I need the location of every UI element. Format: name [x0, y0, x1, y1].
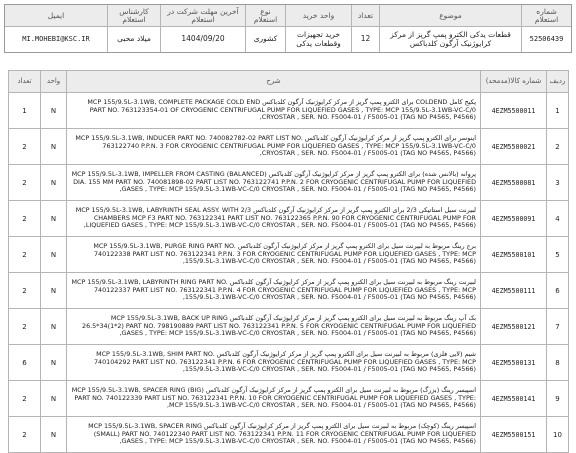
row-description: اسپیسر رینگ (کوچک) مربوط به لبیرنت سیل برای الکترو پمپ گریز از مرکز کرایوژنیک آرگون کلدباکس MCP 155/9.5L-3.1WB, SPACER RING (SMALL) PART NO. 740122340 PART LIST NO. 763122341 P.P.N. 11 FOR CRYOGENIC CENTRIFUGAL PUMP FOR LIQUEFIED GASES , TYPE: MCP 155/9.5L-3.1WB-VC-C/0 CRYOSTAR , SER. NO. F5004-01 / F5005-01 (TAG NO P4565, P4566), — [67, 417, 481, 453]
row-index: 2 — [547, 129, 569, 165]
table-row — [9, 237, 569, 273]
col-header-index: ردیف — [547, 71, 569, 93]
table-row — [9, 201, 569, 237]
header-email-column — [5, 5, 107, 52]
header-number-value: 52506439 — [529, 35, 564, 44]
row-unit: N — [41, 417, 67, 453]
table-row — [9, 273, 569, 309]
col-header-code: شماره کالا(مدمحد) — [481, 71, 547, 93]
row-quantity: 2 — [9, 201, 41, 237]
row-quantity: 2 — [9, 237, 41, 273]
row-description: اسپیسر رینگ (بزرگ) مربوط به لبیرنت سیل برای الکترو پمپ گریز از مرکز کرایوژنیک آرگون کلدباکس MCP 155/9.5L-3.1WB, SPACER RING (BIG) PART NO. 740122339 PART LIST NO. 763122341 P.P.N. 10 FOR CRYOGENIC CENTRIFUGAL PUMP FOR LIQUEFIED GASES , TYPE: MCP 155/9.5L-3.1WB-VC-C/0 CRYOSTAR , SER. NO. F5004-01 / F5005-01 (TAG NO P4565, P4566), — [67, 381, 481, 417]
row-quantity: 2 — [9, 309, 41, 345]
row-item-code: 4EZM5500081 — [481, 165, 547, 201]
header-count-column — [351, 5, 379, 52]
row-index: 6 — [547, 273, 569, 309]
row-index: 3 — [547, 165, 569, 201]
header-deadline-column — [160, 5, 245, 52]
row-item-code: 4EZM5500121 — [481, 309, 547, 345]
header-type-column — [245, 5, 285, 52]
inquiry-header — [4, 4, 572, 53]
table-row — [9, 129, 569, 165]
row-description: شیم (لایی فلزی) مربوط به لبیرنت سیل برای الکترو پمپ گریز از مرکز کرایوژنیک آرگون کلدباکس MCP 155/9.5L-3.1WB, SHIM PART NO. 740104292 PART LIST NO. 763122341 P.P.N. 6 FOR CRYOGENIC CENTRIFUGAL PUMP FOR LIQUEFIED GASES , TYPE: MCP 155/9.5L-3.1WB-VC-C/0 CRYOSTAR , SER. NO. F5004-01 / F5005-01 (TAG NO P4565, P4566), — [67, 345, 481, 381]
row-unit: N — [41, 129, 67, 165]
header-number-column — [521, 5, 571, 52]
row-unit: N — [41, 201, 67, 237]
col-header-unit: واحد — [41, 71, 67, 93]
table-row — [9, 417, 569, 453]
header-subject-label: موضوع — [380, 5, 521, 27]
col-header-qty: تعداد — [9, 71, 41, 93]
row-index: 8 — [547, 345, 569, 381]
row-quantity: 6 — [9, 345, 41, 381]
row-index: 5 — [547, 237, 569, 273]
col-header-desc: شرح — [67, 71, 481, 93]
header-count-value: 12 — [360, 34, 371, 44]
row-unit: N — [41, 165, 67, 201]
table-row — [9, 165, 569, 201]
header-email-label: ایمیل — [5, 5, 107, 27]
row-quantity: 2 — [9, 129, 41, 165]
table-row — [9, 345, 569, 381]
row-item-code: 4EZM5500021 — [481, 129, 547, 165]
row-unit: N — [41, 381, 67, 417]
row-unit: N — [41, 93, 67, 129]
row-index: 7 — [547, 309, 569, 345]
header-expert-column — [107, 5, 160, 52]
row-description: برج رینگ مربوط به لبیرنت سیل برای الکترو پمپ گریز از مرکز کرایوژنیک آرگون کلدباکس MCP 155/9.5L-3.1WB, PURGE RING PART NO. 740122338 PART LIST NO. 763122341 P.P.N. 3 FOR CRYOGENIC CENTRIFUGAL PUMP FOR LIQUEFIED GASES , TYPE: MCP 155/9.5L-3.1WB-VC-C/0 CRYOSTAR , SER. NO. F5004-01 / F5005-01 (TAG NO P4565, P4566), — [67, 237, 481, 273]
table-row — [9, 93, 569, 129]
items-table — [8, 70, 569, 453]
row-index: 9 — [547, 381, 569, 417]
header-expert-value: میلاد محبی — [117, 34, 151, 44]
row-description: پروانه (بالانس شده) برای الکترو پمپ گریز از مرکز کرایوژنیک آرگون کلدباکس MCP 155/9.5L-3.1WB, IMPELLER FROM CASTING (BALANCED) DIA. 155 MM PART NO. 740081898-02 PART LIST NO. 763122741 P.P.N. 2 FOR CRYOGENIC CENTRIFUGAL PUMP FOR LIQUEFIED GASES , TYPE: MCP 155/9.5L-3.1WB-VC-C/0 CRYOSTAR , SER. NO. F5004-01 / F5005-01 (TAG NO P4565, P4566), — [67, 165, 481, 201]
row-item-code: 4EZM5500011 — [481, 93, 547, 129]
header-unit-label: واحد خرید — [286, 5, 351, 27]
header-subject-column — [379, 5, 521, 52]
row-item-code: 4EZM5500151 — [481, 417, 547, 453]
row-quantity: 2 — [9, 417, 41, 453]
row-quantity: 2 — [9, 381, 41, 417]
table-row — [9, 381, 569, 417]
header-type-label: نوع استعلام — [246, 5, 285, 27]
header-email-value: MI.MOHEBI@KSC.IR — [22, 35, 90, 44]
header-subject-value: قطعات یدکی الکترو پمپ گریز از مرکز کرایوژنیک آرگون کلدباکس — [390, 29, 511, 48]
header-number-label: شماره استعلام — [522, 5, 571, 27]
header-count-label: تعداد — [352, 5, 379, 27]
table-row — [9, 309, 569, 345]
row-item-code: 4EZM5500101 — [481, 237, 547, 273]
header-expert-label: کارشناس استعلام — [108, 5, 160, 27]
row-quantity: 2 — [9, 273, 41, 309]
header-type-value: کشوری — [253, 34, 278, 44]
row-description: لبیرنت رینگ مربوط به لبیرنت سیل برای الکترو پمپ گریز از مرکز کرایوژنیک آرگون کلدباکس MCP 155/9.5L-3.1WB, LABYRINTH RING PART NO. 740122337 PART LIST NO. 763122341 P.P.N. 4 FOR CRYOGENIC CENTRIFUGAL PUMP FOR LIQUEFIED GASES , TYPE: MCP 155/9.5L-3.1WB-VC-C/0 CRYOSTAR , SER. NO. F5004-01 / F5005-01 (TAG NO P4565, P4566), — [67, 273, 481, 309]
header-deadline-value: 1404/09/20 — [181, 34, 225, 44]
row-unit: N — [41, 309, 67, 345]
row-quantity: 1 — [9, 93, 41, 129]
header-deadline-label: آخرین مهلت شرکت در استعلام — [161, 5, 245, 27]
header-unit-column — [285, 5, 351, 52]
row-index: 4 — [547, 201, 569, 237]
row-item-code: 4EZM5500091 — [481, 201, 547, 237]
row-item-code: 4EZM5500131 — [481, 345, 547, 381]
row-index: 1 — [547, 93, 569, 129]
row-description: بک آپ رینگ مربوط به لبیرنت سیل برای الکترو پمپ گریز از مرکز کرایوژنیک آرگون کلدباکس MCP 155/9.5L-3.1WB, BACK UP RING 26.5*34(1*2) PART NO. 798190889 PART LIST NO. 763122341 P.P.N. 5 FOR CRYOGENIC CENTRIFUGAL PUMP FOR LIQUEFIED GASES , TYPE: MCP 155/9.5L-3.1WB-VC-C/0 CRYOSTAR , SER. NO. F5004-01 / F5005-01 (TAG NO P4565, P4566), — [67, 309, 481, 345]
row-description: اینوسر برای الکترو پمپ گریز از مرکز کرایوژنیک آرگون کلدباکس MCP 155/9.5L-3.1WB, INDUCER PART NO. 740082782-02 PART LIST NO. 763122740 P.P.N. 3 FOR CRYOGENIC CENTRIFUGAL PUMP FOR LIQUEFIED GASES , TYPE: MCP 155/9.5L-3.1WB-VC-C/0 CRYOSTAR , SER. NO. F5004-01 / F5005-01 (TAG NO P4565, P4566), — [67, 129, 481, 165]
row-quantity: 2 — [9, 165, 41, 201]
row-description: لبیرنت سیل استاتیکی 2/3 برای الکترو پمپ گریز از مرکز کرایوژنیک آرگون کلدباکس MCP 155/9.5L-3.1WB, LABYRINTH SEAL ASSY. WITH 2/3 CHAMBERS MCP F3 PART NO. 763122341 PART LIST NO. 763122365 P.P.N. 90 FOR CRYOGENIC CENTRIFUGAL PUMP FOR LIQUEFIED GASES , TYPE: MCP 155/9.5L-3.1WB-VC-C/0 CRYOSTAR , SER. NO. F5004-01 / F5005-01 (TAG NO P4565, P4566), — [67, 201, 481, 237]
row-unit: N — [41, 345, 67, 381]
row-index: 10 — [547, 417, 569, 453]
row-description: پکیج کامل COLDEND برای الکترو پمپ گریز از مرکز کرایوژنیک آرگون کلدباکس MCP 155/9.5L-3.1WB, COMPLETE PACKAGE COLD END PART NO. 763123354-01 OF CRYOGENIC CENTRIFUGAL PUMP FOR LIQUEFIED GASES , TYPE: MCP 155/9.5L-3.1WB-VC-C/0 CRYOSTAR , SER. NO. F5004-01 / F5005-01 (TAG NO P4565, P4566), — [67, 93, 481, 129]
row-unit: N — [41, 273, 67, 309]
row-item-code: 4EZM5500111 — [481, 273, 547, 309]
header-unit-value: خرید تجهیزات وقطعات یدکی — [296, 29, 341, 48]
items-table-header-row — [9, 71, 569, 93]
row-item-code: 4EZM5500141 — [481, 381, 547, 417]
row-unit: N — [41, 237, 67, 273]
